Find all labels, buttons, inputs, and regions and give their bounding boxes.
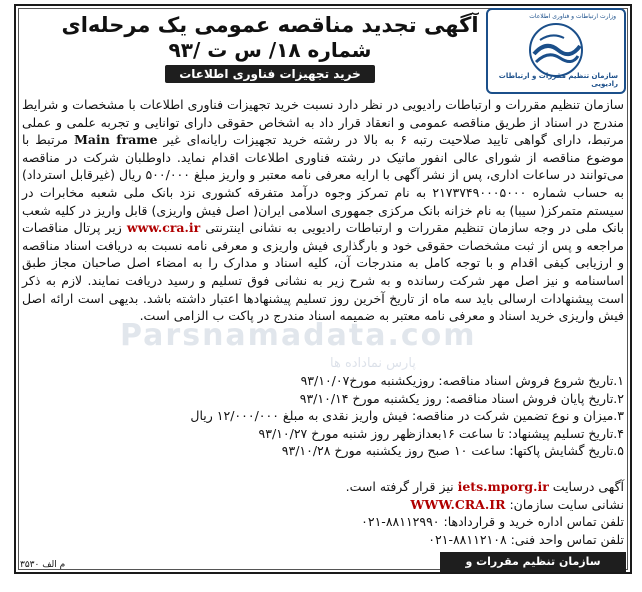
list-item: ۵.تاریخ گشایش پاکتها: ساعت ۱۰ صبح روز یکشنبه مورخ ۹۳/۱۰/۲۸ xyxy=(281,443,624,459)
site-line xyxy=(22,496,624,514)
list-item: ۱.تاریخ شروع فروش اسناد مناقصه: روزیکشنبه مورخ۹۳/۱۰/۰۷ xyxy=(300,373,624,388)
ad-site-line xyxy=(22,478,624,496)
list-item: ۲.تاریخ پایان فروش اسناد مناقصه: روز یکشنبه مورخ ۹۳/۱۰/۱۴ xyxy=(299,390,624,406)
mporg-link[interactable]: iets.mporg.ir xyxy=(457,479,549,494)
site-label: نشانی سایت سازمان: xyxy=(509,496,624,512)
logo-caption-bottom: سازمان تنظیم مقررات و ارتباطات رادیویی xyxy=(498,72,618,88)
reference-number: م الف ۳۵۳۰ xyxy=(20,560,66,570)
title-line-1: آگهی تجدید مناقصه عمومی یک مرحله‌ای xyxy=(61,13,479,37)
notice-paragraph xyxy=(22,96,624,325)
contacts xyxy=(22,478,624,548)
cra-link[interactable]: www.cra.ir xyxy=(126,220,201,236)
title-line-2: شماره ۱۸/ س ت /۹۳ xyxy=(168,38,372,62)
unit-phone: تلفن تماس واحد فنی: ۸۸۱۱۲۱۰۸-۰۲۱ xyxy=(428,531,624,547)
subtitle-bar: خرید تجهیزات فناوری اطلاعات xyxy=(165,65,375,83)
list-item: ۴.تاریخ تسلیم پیشنهاد: تا ساعت ۱۶بعدازظهر روز شنبه مورخ ۹۳/۱۰/۲۷ xyxy=(258,425,624,441)
ad-prefix: آگهی درسایت xyxy=(552,479,624,494)
header xyxy=(20,8,626,94)
organization-logo xyxy=(486,8,626,94)
notice-body xyxy=(22,96,624,325)
body-part-2: مرتبط با موضوع مناقصه از شورای عالی انفور ماتیک در رشته فناوری اطلاعات اقدام نماید. داوطلبان شرکت در مناقصه می‌توانند در ساعات اداری، پس از نشر آگهی با ارایه معرفی نامه معتبر و واریز مبلغ ۵۰۰/۰۰۰ ریال (غیرقابل استرداد) به حساب شماره ۲۱۷۳۷۴۹۰۰۰۵۰۰۰ به نام تمرکز وجوه درآمد متفرقه کشوری نزد بانک ملی شعبه مخابرات در سیستم متمرکز( سیبا) به نام خزانه بانک مرکزی جمهوری اسلامی ایران( اصل فیش واریزی) قابل واریز در کلیه شعب بانک ملی در وجه سازمان تنظیم مقررات و ارتباطات رادیویی به نشانی اینترنتی xyxy=(22,132,624,236)
watermark-fa: پارس نماداده ها xyxy=(330,356,416,371)
ad-suffix: نیز قرار گرفته است. xyxy=(345,479,454,494)
main-frame-term: Main frame xyxy=(74,132,158,148)
site-link[interactable]: WWW.CRA.IR xyxy=(410,496,506,512)
body-part-1: سازمان تنظیم مقررات و ارتباطات رادیویی در نظر دارد نسبت خرید تجهیزات فناوری اطلاعات با مشخصات و شرایط مندرج در اسناد از طریق مناقصه عمومی و انعقاد قرار داد به اشخاص حقوقی دارای توانایی و تجربه علمی و عملی مرتبط، دارای گواهی تایید صلاحیت رتبه ۶ به بالا در رشته خرید تجهیزات رایانه‌ای غیر xyxy=(22,97,624,148)
watermark-text: Parsnamadata.com xyxy=(120,318,477,353)
footer-org-bar: سازمان تنظیم مقررات و ارتباطات رادیویی xyxy=(440,552,626,572)
body-part-3: زیر پرتال مناقصات مراجعه و پس از ثبت مشخصات حقوقی خود و بارگذاری فیش واریزی و معرفی نامه نسبت به دریافت اسناد مناقصه و ارزیابی کیفی اقدام و با توجه کامل به مندرجات آن، کلیه اسناد و مدارک را به امضاء اصل صاحبان مجاز طبق اساسنامه و نیز اصل مهر شرکت رسانده و به شرح زیر به نشانی فوق تسلیم و رسید دریافت نمایند. لازم به ذکر است پیشنهادات ارسالی باید سه ماه از تاریخ آخرین روز تسلیم پیشنهادها اعتبار داشته باشد. بدیهی است ارائه اصل فیش واریزی خرید اسناد و معرفی نامه معتبر به ضمیمه اسناد مندرج در پاکت ب الزامی است. xyxy=(22,220,624,324)
purchase-phone: تلفن تماس اداره خرید و قراردادها: ۸۸۱۱۲۹۹۰-۰۲۱ xyxy=(361,514,624,530)
logo-caption-top: وزارت ارتباطات و فناوری اطلاعات xyxy=(529,13,616,20)
list-item: ۳.میزان و نوع تضمین شرکت در مناقصه: فیش واریز نقدی به مبلغ ۱۲/۰۰۰/۰۰۰ ریال xyxy=(190,408,624,424)
title-block xyxy=(60,8,480,94)
schedule-list xyxy=(22,372,624,460)
